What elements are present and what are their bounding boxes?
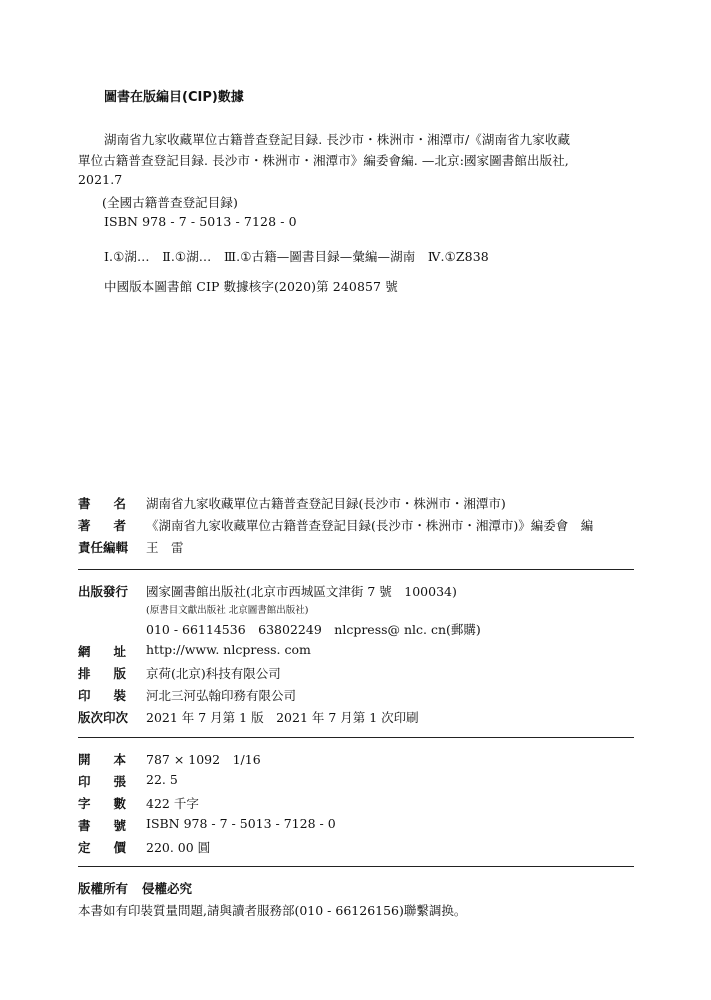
printer: 河北三河弘翰印務有限公司 <box>146 688 297 703</box>
price-label: 定 價 <box>78 840 126 855</box>
format-label: 開 本 <box>78 752 126 767</box>
cip-line-1: 湖南省九家收藏單位古籍普查登記目録. 長沙市・株洲市・湘潭市/《湖南省九家收藏 <box>104 132 571 147</box>
publisher: 國家圖書館出版社(北京市西城區文津街 7 號 100034) <box>146 584 457 599</box>
copyright-text: 版權所有 <box>78 881 129 896</box>
author: 《湖南省九家收藏單位古籍普查登記目録(長沙市・株洲市・湘潭市)》編委會 編 <box>146 518 594 533</box>
book-title-label: 書 名 <box>78 496 126 511</box>
sheets: 22. 5 <box>146 772 178 787</box>
format: 787 × 1092 1/16 <box>146 752 261 767</box>
edition: 2021 年 7 月第 1 版 2021 年 7 月第 1 次印刷 <box>146 710 419 725</box>
cip-record: 中國版本圖書館 CIP 數據核字(2020)第 240857 號 <box>104 279 398 294</box>
editor: 王 雷 <box>146 540 184 555</box>
cip-classification: Ⅰ.①湖… Ⅱ.①湖… Ⅲ.①古籍—圖書目録—彙編—湖南 Ⅳ.①Z838 <box>104 249 489 264</box>
cip-isbn: ISBN 978 - 7 - 5013 - 7128 - 0 <box>104 214 297 229</box>
copyright-line <box>78 879 192 897</box>
cip-line-2: 單位古籍普查登記目録. 長沙市・株洲市・湘潭市》編委會編. —北京:國家圖書館出版社, <box>78 153 569 168</box>
edition-label: 版次印次 <box>78 710 129 725</box>
typeset-label: 排 版 <box>78 666 126 681</box>
divider-3 <box>78 866 634 867</box>
publisher-note: (原書目文獻出版社 北京圖書館出版社) <box>146 605 309 616</box>
publisher-phone: 010 - 66114536 63802249 nlcpress@ nlc. cn(郵購) <box>146 622 481 637</box>
cip-title: 圖書在版編目(CIP)數據 <box>104 90 244 105</box>
printer-label: 印 裝 <box>78 688 126 703</box>
word-count: 422 千字 <box>146 796 199 811</box>
isbn: ISBN 978 - 7 - 5013 - 7128 - 0 <box>146 816 336 831</box>
isbn-label: 書 號 <box>78 818 126 833</box>
author-label: 著 者 <box>78 518 126 533</box>
book-title: 湖南省九家收藏單位古籍普查登記目録(長沙市・株洲市・湘潭市) <box>146 496 506 511</box>
cip-line-3: 2021.7 <box>78 172 123 187</box>
website-label: 網 址 <box>78 644 126 659</box>
service-notice: 本書如有印裝質量問題,請與讀者服務部(010 - 66126156)聯繫調换。 <box>78 903 467 918</box>
price: 220. 00 圓 <box>146 840 211 855</box>
infringement-text: 侵權必究 <box>142 881 193 896</box>
publisher-label: 出版發行 <box>78 584 129 599</box>
editor-label: 責任編輯 <box>78 540 129 555</box>
sheets-label: 印 張 <box>78 774 126 789</box>
words-label: 字 數 <box>78 796 126 811</box>
typesetter: 京荷(北京)科技有限公司 <box>146 666 281 681</box>
website: http://www. nlcpress. com <box>146 642 311 657</box>
divider-2 <box>78 737 634 738</box>
cip-series: (全國古籍普查登記目録) <box>102 195 238 210</box>
divider-1 <box>78 569 634 570</box>
